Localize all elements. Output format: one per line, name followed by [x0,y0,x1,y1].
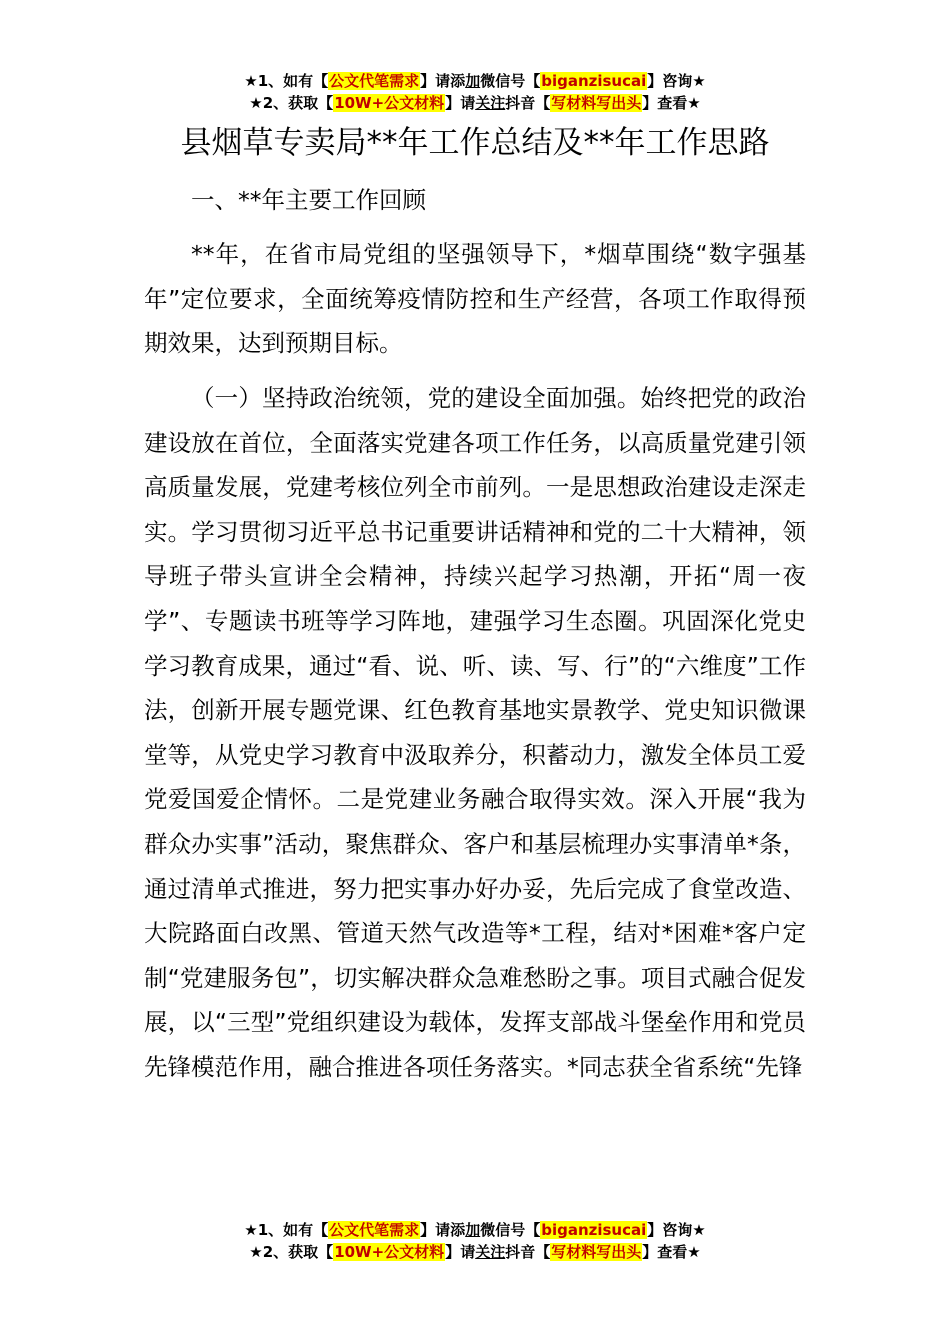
banner-text: ★1、如有【 [244,72,329,90]
paragraph-container [144,376,806,1090]
banner-text: 】请添 [420,72,466,90]
section-heading [144,178,806,223]
banner-underlined: 关注 [475,1243,506,1261]
banner-text: 微信号【 [480,72,541,90]
banner-text: 】请 [445,94,476,112]
banner-text: 抖音【 [505,94,551,112]
banner-line-2 [0,92,950,114]
banner-text: ★2、获取【 [249,94,334,112]
highlight-service: 公文代笔需求 [329,72,420,90]
bottom-banner [0,1219,950,1263]
banner-text: 微信号【 [480,1221,541,1239]
paragraph-2: （一）坚持政治统领，党的建设全面加强。始终把党的政治建设放在首位，全面落实党建各项工作任务，以高质量党建引领高质量发展，党建考核位列全市前列。一是思想政治建设走深走实。学习贯彻习近平总书记重要讲话精神和党的二十大精神，领导班子带头宣讲全会精神，持续兴起学习热潮，开拓“周一夜学”、专题读书班等学习阵地，建强学习生态圈。巩固深化党史学习教育成果，通过“看、说、听、读、写、行”的“六维度”工作法，创新开展专题党课、红色教育基地实景教学、党史知识微课堂等，从党史学习教育中汲取养分，积蓄动力，激发全体员工爱党爱国爱企情怀。二是党建业务融合取得实效。深入开展“我为群众办实事”活动，聚焦群众、客户和基层梳理办实事清单*条，通过清单式推进，努力把实事办好办妥，先后完成了食堂改造、大院路面白改黑、管道天然气改造等*工程，结对*困难*客户定制“党建服务包”，切实解决群众急难愁盼之事。项目式融合促发展，以“三型”党组织建设为载体，发挥支部战斗堡垒作用和党员先锋模范作用，融合推进各项任务落实。*同志获全省系统“先锋 [144,384,806,1081]
banner-underlined: 加 [465,1221,481,1239]
highlight-douyin: 写材料写出头 [551,94,642,112]
highlight-wechat-id: biganzisucai [541,1221,647,1239]
highlight-materials: 10W+公文材料 [334,94,445,112]
banner-line-2 [0,1241,950,1263]
highlight-materials: 10W+公文材料 [334,1243,445,1261]
banner-underlined: 加 [465,72,481,90]
highlight-service: 公文代笔需求 [329,1221,420,1239]
paragraph-1: **年，在省市局党组的坚强领导下，*烟草围绕“数字强基年”定位要求，全面统筹疫情防控和生产经营，各项工作取得预期效果，达到预期目标。 [144,240,806,358]
banner-text: 】咨询★ [647,72,706,90]
banner-text: ★1、如有【 [244,1221,329,1239]
highlight-wechat-id: biganzisucai [541,72,647,90]
banner-text: 抖音【 [505,1243,551,1261]
top-banner [0,70,950,114]
paragraph-container [144,232,806,366]
banner-line-1 [0,70,950,92]
section-1-heading: 一、**年主要工作回顾 [191,186,426,214]
banner-text: 】查看★ [642,94,701,112]
banner-underlined: 关注 [475,94,506,112]
banner-text: ★2、获取【 [249,1243,334,1261]
document-title: 县烟草专卖局**年工作总结及**年工作思路 [180,125,770,161]
banner-text: 】查看★ [642,1243,701,1261]
banner-text: 】咨询★ [647,1221,706,1239]
banner-line-1 [0,1219,950,1241]
banner-text: 】请 [445,1243,476,1261]
highlight-douyin: 写材料写出头 [551,1243,642,1261]
banner-text: 】请添 [420,1221,466,1239]
